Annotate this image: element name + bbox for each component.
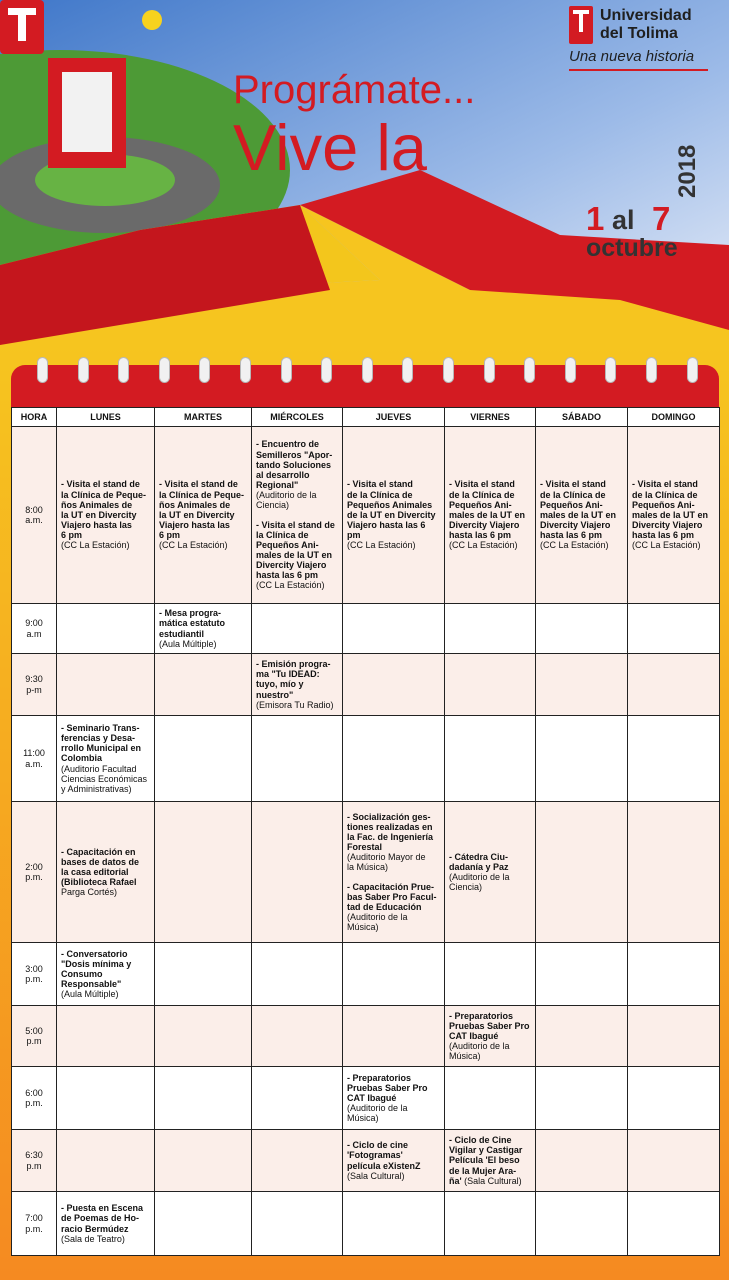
event-title: - Visita el stand de la Clínica de Pequeños Ani- males de la UT en Divercity Viajero hasta las 6 pm — [449, 479, 526, 541]
event-title: - Visita el stand de la Clínica de Pequeños Ani- males de la UT en Divercity Viajero hasta las 6 pm — [632, 479, 709, 541]
day-cell — [252, 1192, 343, 1256]
event-location: (CC La Estación) — [347, 540, 416, 551]
event-entry — [347, 1073, 440, 1124]
event-title: - Preparatorios Pruebas Saber Pro CAT Ibagué — [347, 1072, 428, 1103]
calendar-rings — [11, 355, 719, 385]
calendar-ring — [566, 358, 575, 382]
event-title: - Puesta en Escena de Poemas de Ho- racio Bermúdez — [61, 1203, 144, 1234]
column-header: JUEVES — [343, 408, 445, 427]
day-cell — [57, 604, 155, 654]
calendar-ring — [688, 358, 697, 382]
column-header: LUNES — [57, 408, 155, 427]
event-title: - Visita el stand de la Clínica de Pequeños Ani- males de la UT en Divercity Viajero hasta las 6 pm — [256, 519, 335, 581]
calendar-ring — [444, 358, 453, 382]
event-location: (Auditorio de la Música) — [347, 912, 408, 933]
hour-label: 6:00 p.m. — [25, 1087, 43, 1108]
event-location: (CC La Estación) — [632, 540, 701, 551]
event-entry — [347, 479, 440, 550]
hour-cell — [12, 716, 57, 802]
day-cell — [57, 716, 155, 802]
day-cell — [628, 1192, 720, 1256]
event-title: - Visita el stand de la Clínica de Pequeños Animales de la UT en Divercity Viajero hasta las 6 pm — [347, 479, 436, 541]
hour-cell — [12, 1192, 57, 1256]
day-cell — [445, 943, 536, 1006]
event-location: (Auditorio de la Ciencia) — [449, 872, 510, 893]
day-cell — [628, 943, 720, 1006]
event-entry — [449, 1011, 531, 1062]
hour-label: 7:00 p.m. — [25, 1213, 43, 1234]
day-cell — [536, 654, 628, 716]
day-cell — [252, 943, 343, 1006]
event-location: Parga Cortés) — [61, 887, 118, 898]
event-entry — [256, 520, 338, 591]
event-location: (Auditorio Facultad Ciencias Económicas y Administrativas) — [61, 763, 148, 794]
brand-name-line2: del Tolima — [600, 25, 678, 42]
schedule-table — [11, 407, 720, 1256]
calendar-ring — [363, 358, 372, 382]
event-title: - Emisión progra- ma "Tu IDEAD: tuyo, mío y nuestro" — [256, 659, 331, 700]
event-entry — [449, 479, 531, 550]
day-cell — [57, 654, 155, 716]
schedule-header-row — [12, 408, 720, 427]
event-title: - Cátedra Ciu- dadanía y Paz — [449, 851, 509, 872]
day-cell — [536, 1067, 628, 1130]
calendar-ring — [606, 358, 615, 382]
schedule-row — [12, 604, 720, 654]
calendar-ring — [200, 358, 209, 382]
day-cell — [445, 427, 536, 604]
day-cell — [252, 802, 343, 943]
calendar-ring — [79, 358, 88, 382]
calendar-ring — [38, 358, 47, 382]
day-cell — [343, 1067, 445, 1130]
day-cell — [155, 802, 252, 943]
calendar-ring — [160, 358, 169, 382]
event-entry — [540, 479, 623, 550]
event-entry — [347, 882, 440, 933]
day-cell — [536, 1130, 628, 1192]
day-cell — [628, 1130, 720, 1192]
column-header: SÁBADO — [536, 408, 628, 427]
event-location: (Sala de Teatro) — [61, 1233, 125, 1244]
event-entry — [61, 1203, 150, 1244]
brand-tagline: Una nueva historia — [569, 48, 695, 65]
date-year: 2018 — [674, 144, 701, 198]
hour-cell — [12, 802, 57, 943]
day-cell — [343, 1192, 445, 1256]
day-cell — [445, 1130, 536, 1192]
day-cell — [536, 1192, 628, 1256]
day-cell — [536, 943, 628, 1006]
day-cell — [343, 1006, 445, 1067]
event-title: - Ciclo de cine 'Fotogramas' película eXistenZ — [347, 1140, 421, 1171]
event-title: - Seminario Trans- ferencias y Desa- rrollo Municipal en Colombia — [61, 722, 142, 764]
ut-logo-icon — [569, 6, 593, 44]
event-title: - Visita el stand de la Clínica de Peque- ños Animales de la UT en Divercity Viajero hasta las 6 pm — [61, 479, 147, 541]
day-cell — [252, 716, 343, 802]
start-day: 1 — [586, 200, 605, 237]
hour-cell — [12, 604, 57, 654]
day-cell — [445, 1067, 536, 1130]
day-cell — [343, 427, 445, 604]
event-entry — [449, 1135, 531, 1186]
event-location: (Auditorio de la Música) — [449, 1041, 510, 1062]
event-title: - Capacitación en bases de datos de la casa editorial (Biblioteca Rafael — [61, 846, 140, 888]
hour-label: 11:00 a.m. — [23, 748, 45, 769]
event-title: - Conversatorio "Dosis mínima y Consumo Responsable" — [61, 948, 132, 990]
day-cell — [155, 654, 252, 716]
day-cell — [628, 654, 720, 716]
event-title: - Ciclo de Cine Vigilar y Castigar Película 'El beso de la Mujer Ara- ña' — [449, 1135, 523, 1186]
event-title: - Encuentro de Semilleros "Apor- tando Soluciones al desarrollo Regional" — [256, 439, 333, 491]
column-header: MIÉRCOLES — [252, 408, 343, 427]
ut-logo-icon — [0, 0, 44, 54]
event-entry — [61, 723, 150, 794]
event-entry — [347, 812, 440, 873]
calendar-ring — [485, 358, 494, 382]
day-cell — [536, 802, 628, 943]
event-entry — [61, 479, 150, 550]
end-day: 7 — [652, 200, 671, 237]
brand-name-line1: Universidad — [600, 7, 692, 24]
day-cell — [155, 427, 252, 604]
hour-cell — [12, 1130, 57, 1192]
calendar-ring — [282, 358, 291, 382]
hour-label: 6:30 p.m — [25, 1150, 43, 1171]
day-cell — [343, 716, 445, 802]
day-cell — [155, 716, 252, 802]
event-location: (Auditorio de la Música) — [347, 1103, 408, 1124]
day-cell — [252, 1067, 343, 1130]
schedule-row — [12, 1130, 720, 1192]
hour-label: 9:00 a.m — [25, 618, 43, 639]
event-location: (Aula Múltiple) — [61, 989, 119, 1000]
event-location: (Emisora Tu Radio) — [256, 699, 334, 710]
event-entry — [61, 847, 150, 898]
event-location: (Sala Cultural) — [461, 1175, 522, 1186]
headline-line1: Prográmate... — [233, 68, 476, 112]
brand-rule — [569, 69, 708, 71]
event-location: (CC La Estación) — [540, 540, 609, 551]
event-title: - Mesa progra- mática estatuto estudiantil — [159, 608, 226, 639]
column-header: MARTES — [155, 408, 252, 427]
date-month: octubre — [586, 234, 678, 262]
event-location: (Sala Cultural) — [347, 1170, 405, 1181]
day-cell — [252, 604, 343, 654]
day-cell — [445, 716, 536, 802]
day-cell — [343, 604, 445, 654]
schedule-row — [12, 1067, 720, 1130]
column-header: HORA — [12, 408, 57, 427]
hour-cell — [12, 654, 57, 716]
schedule-row — [12, 802, 720, 943]
hour-label: 9:30 p-m — [25, 674, 43, 695]
date-connector: al — [612, 205, 635, 235]
day-cell — [628, 802, 720, 943]
event-location: (Auditorio de la Ciencia) — [256, 490, 317, 511]
day-cell — [57, 943, 155, 1006]
day-cell — [536, 427, 628, 604]
day-cell — [628, 1006, 720, 1067]
schedule-row — [12, 943, 720, 1006]
day-cell — [628, 1067, 720, 1130]
event-entry — [61, 949, 150, 1000]
calendar-ring — [403, 358, 412, 382]
event-title: - Visita el stand de la Clínica de Peque- ños Animales de la UT en Divercity Viajero hasta las 6 pm — [159, 479, 245, 541]
day-cell — [628, 604, 720, 654]
hour-cell — [12, 943, 57, 1006]
day-cell — [155, 1192, 252, 1256]
day-cell — [252, 654, 343, 716]
day-cell — [445, 1006, 536, 1067]
day-cell — [155, 1067, 252, 1130]
day-cell — [57, 1192, 155, 1256]
hour-cell — [12, 1067, 57, 1130]
day-cell — [343, 802, 445, 943]
day-cell — [57, 1067, 155, 1130]
event-location: (Aula Múltiple) — [159, 638, 217, 649]
hour-label: 2:00 p.m. — [25, 861, 43, 882]
column-header: VIERNES — [445, 408, 536, 427]
event-entry — [449, 852, 531, 893]
hour-label: 3:00 p.m. — [25, 963, 43, 984]
schedule-row — [12, 427, 720, 604]
schedule-row — [12, 654, 720, 716]
day-cell — [445, 802, 536, 943]
day-cell — [445, 654, 536, 716]
day-cell — [57, 802, 155, 943]
calendar-ring — [241, 358, 250, 382]
schedule-row — [12, 1192, 720, 1256]
headline-line2: Vive la — [233, 111, 427, 184]
event-entry — [159, 479, 247, 550]
event-entry — [256, 659, 338, 710]
day-cell — [343, 1130, 445, 1192]
day-cell — [536, 716, 628, 802]
event-title: - Socialización ges- tiones realizadas en la Fac. de Ingeniería Forestal — [347, 811, 434, 853]
event-title: - Visita el stand de la Clínica de Pequeños Ani- males de la UT en Divercity Viajero hasta las 6 pm — [540, 479, 617, 541]
event-location: (CC La Estación) — [256, 580, 325, 591]
day-cell — [155, 1130, 252, 1192]
day-cell — [57, 1130, 155, 1192]
hour-label: 8:00 a.m. — [25, 504, 43, 525]
event-title: - Preparatorios Pruebas Saber Pro CAT Ibagué — [449, 1010, 530, 1041]
event-entry — [159, 608, 247, 649]
day-cell — [155, 1006, 252, 1067]
day-cell — [57, 427, 155, 604]
hour-cell — [12, 1006, 57, 1067]
day-cell — [252, 427, 343, 604]
event-title: - Capacitación Prue- bas Saber Pro Facul- tad de Educación — [347, 881, 437, 912]
day-cell — [536, 604, 628, 654]
day-cell — [155, 604, 252, 654]
calendar-ring — [322, 358, 331, 382]
event-entry — [632, 479, 715, 550]
day-cell — [343, 943, 445, 1006]
calendar-ring — [119, 358, 128, 382]
column-header: DOMINGO — [628, 408, 720, 427]
event-location: (CC La Estación) — [449, 540, 518, 551]
event-location: (CC La Estación) — [61, 540, 130, 551]
hour-label: 5:00 p.m — [25, 1025, 43, 1046]
day-cell — [155, 943, 252, 1006]
day-cell — [445, 1192, 536, 1256]
schedule-row — [12, 1006, 720, 1067]
event-entry — [347, 1140, 440, 1181]
day-cell — [628, 716, 720, 802]
day-cell — [628, 427, 720, 604]
calendar-ring — [525, 358, 534, 382]
day-cell — [343, 654, 445, 716]
event-entry — [256, 439, 338, 510]
schedule-row — [12, 716, 720, 802]
event-location: (CC La Estación) — [159, 540, 228, 551]
hour-cell — [12, 427, 57, 604]
calendar-ring — [647, 358, 656, 382]
day-cell — [445, 604, 536, 654]
event-location: (Auditorio Mayor de la Música) — [347, 852, 426, 873]
day-cell — [252, 1130, 343, 1192]
day-cell — [57, 1006, 155, 1067]
day-cell — [536, 1006, 628, 1067]
header-banner — [0, 0, 729, 345]
day-cell — [252, 1006, 343, 1067]
